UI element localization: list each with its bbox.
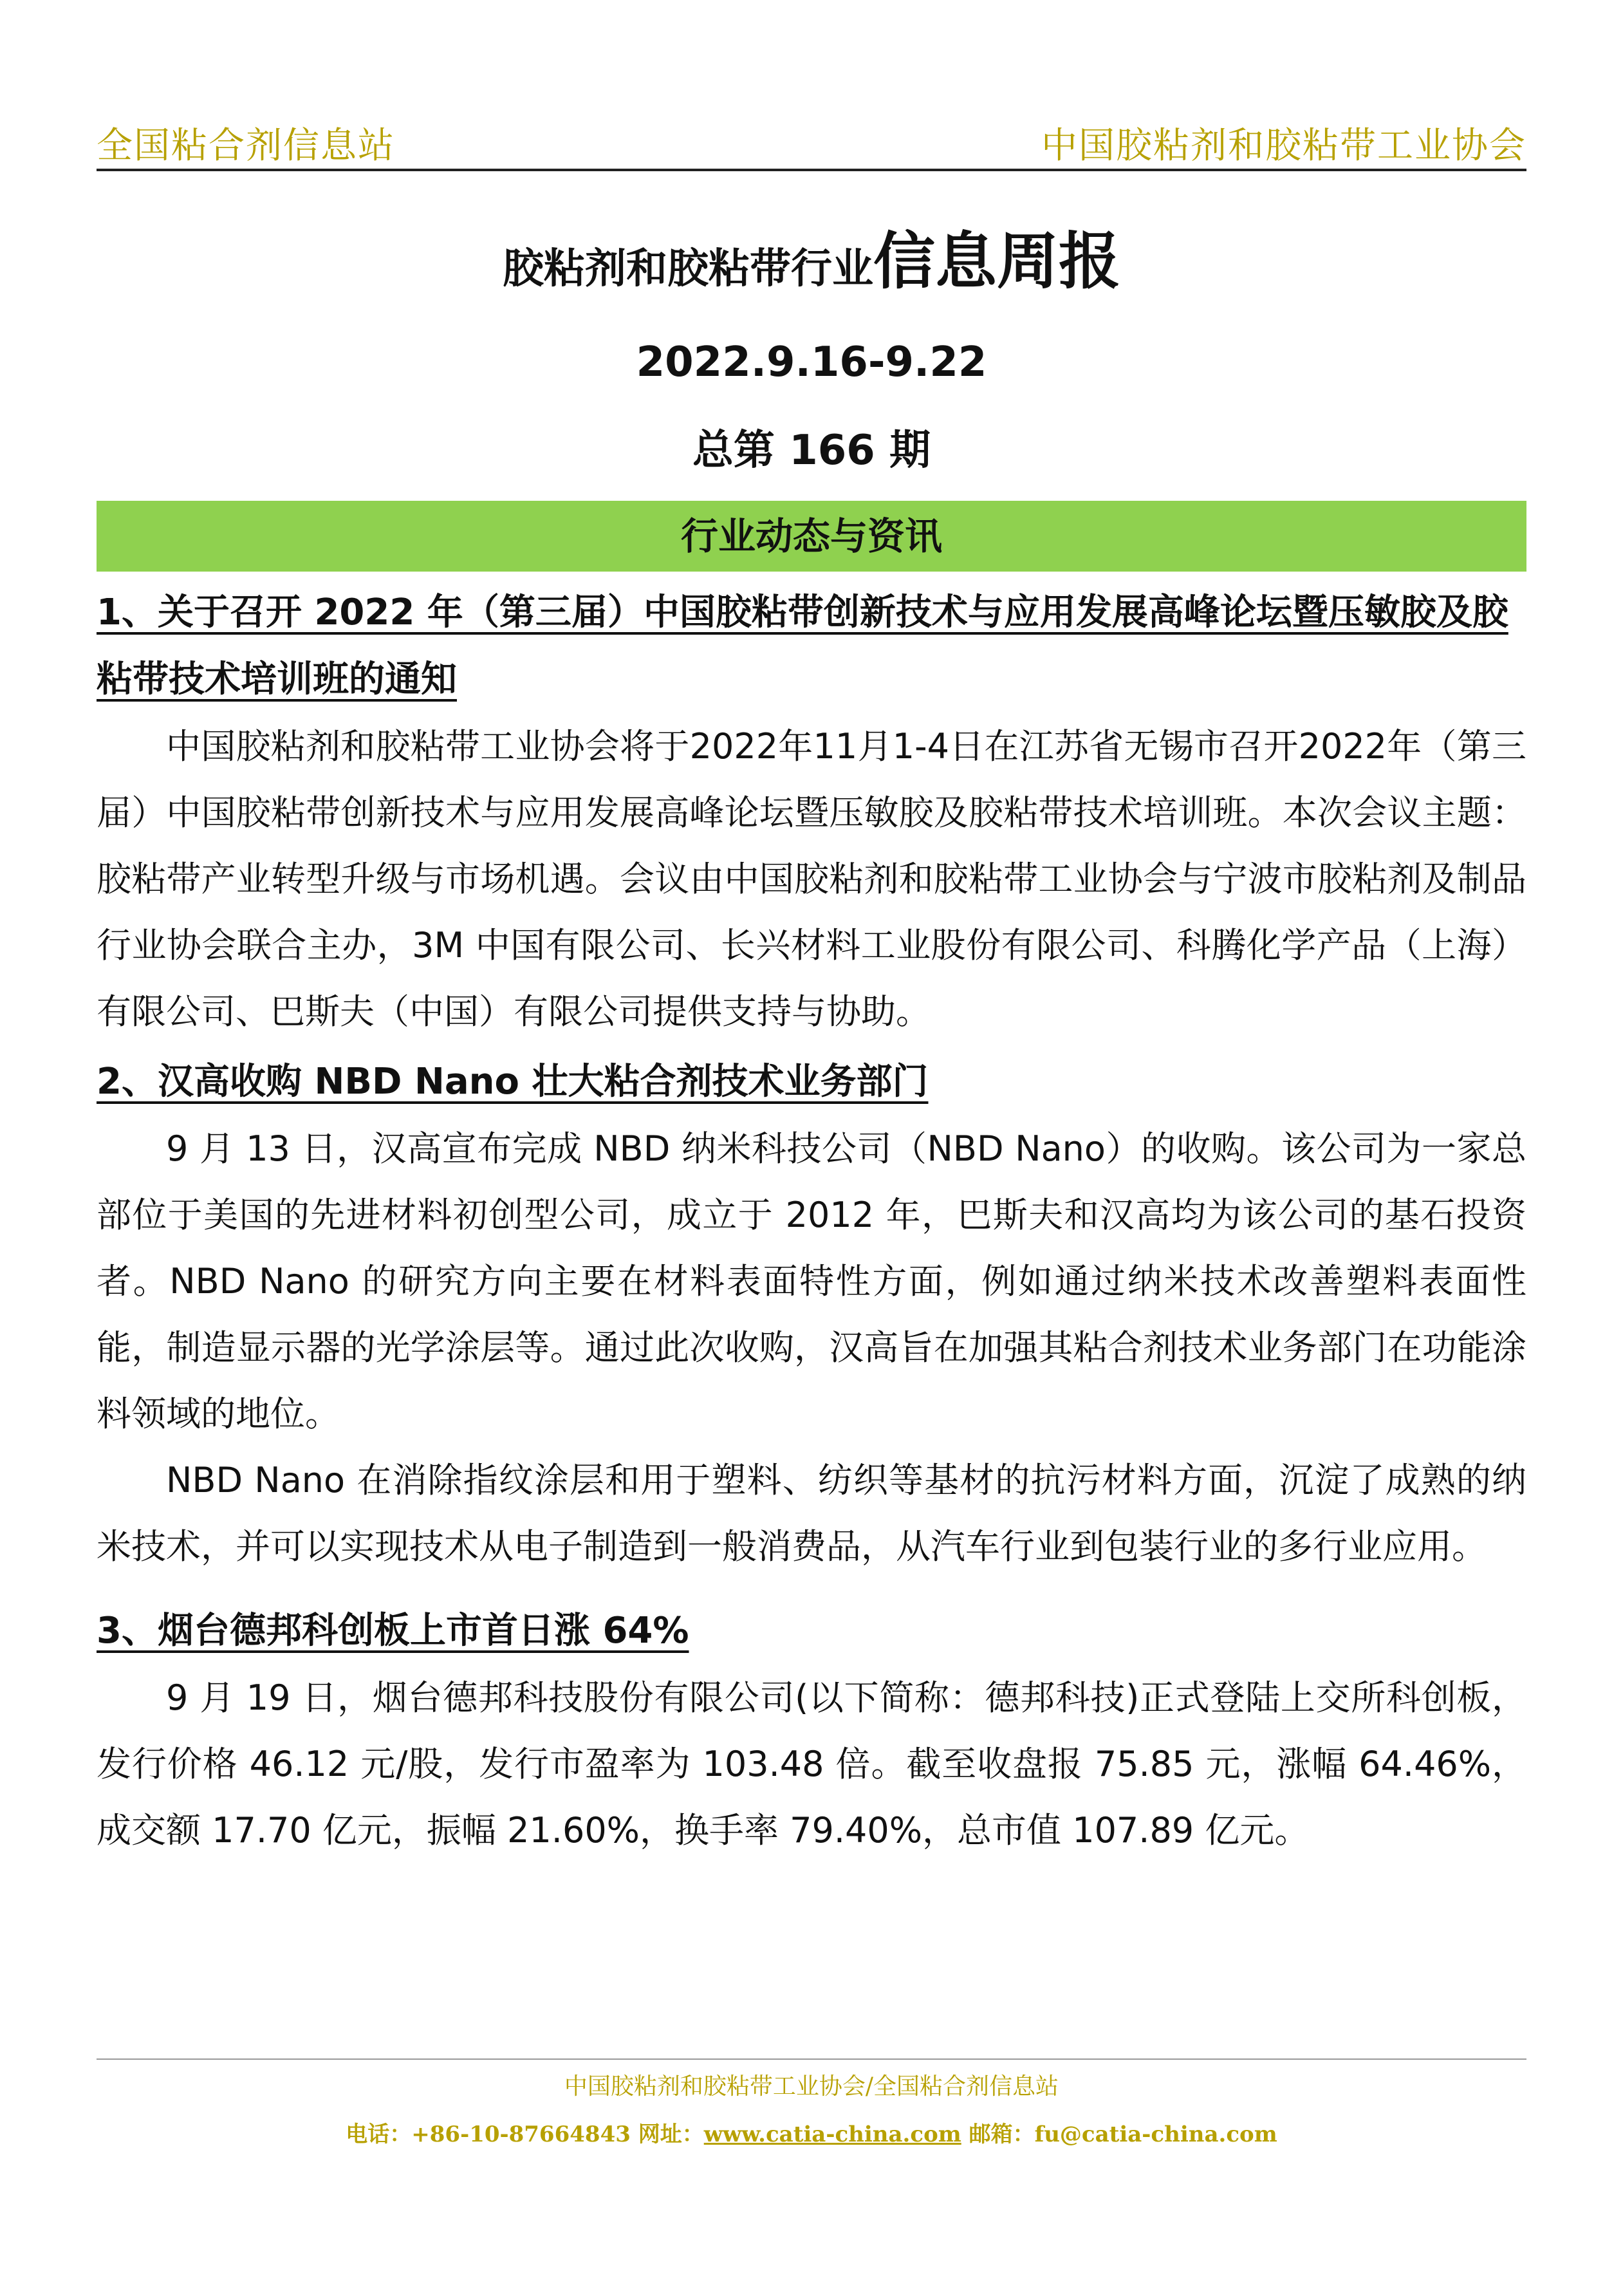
website-link[interactable]: www.catia-china.com [703, 2122, 961, 2147]
report-title-emphasis: 信息周报 [873, 225, 1120, 297]
email-address[interactable]: fu@catia-china.com [1034, 2122, 1277, 2147]
phone-label: 电话： [346, 2122, 412, 2147]
article-paragraph: NBD Nano 在消除指纹涂层和用于塑料、纺织等基材的抗污材料方面，沉淀了成熟的纳米技术，并可以实现技术从电子制造到一般消费品，从汽车行业到包装行业的多行业应用。 [97, 1460, 1526, 1567]
articles-container [97, 579, 1526, 1863]
section-heading-bar: 行业动态与资讯 [97, 501, 1526, 572]
article-paragraph: 中国胶粘剂和胶粘带工业协会将于2022年11月1-4日在江苏省无锡市召开2022年（第三届）中国胶粘带创新技术与应用发展高峰论坛暨压敏胶及胶粘带技术培训班。本次会议主题：胶粘带产业转型升级与市场机遇。会议由中国胶粘剂和胶粘带工业协会与宁波市胶粘剂及制品行业协会联合主办，3M 中国有限公司、长兴材料工业股份有限公司、科腾化学产品（上海）有限公司、巴斯夫（中国）有限公司提供支持与协助。 [97, 726, 1526, 1032]
header-site-name: 全国粘合剂信息站 [97, 125, 395, 167]
website-label: 网址： [630, 2122, 704, 2147]
article-title: 1、关于召开 2022 年（第三届）中国胶粘带创新技术与应用发展高峰论坛暨压敏胶及胶粘带技术培训班的通知 [97, 592, 1508, 700]
article [97, 1049, 1526, 1580]
footer-organization: 中国胶粘剂和胶粘带工业协会/全国粘合剂信息站 [564, 2073, 1059, 2100]
article [97, 579, 1526, 1045]
article-paragraph: 9 月 19 日，烟台德邦科技股份有限公司(以下简称：德邦科技)正式登陆上交所科创板，发行价格 46.12 元/股，发行市盈率为 103.48 倍。截至收盘报 75.85 元，涨幅 64.46%，成交额 17.70 亿元，振幅 21.60%，换手率 79.40%，总市值 107.89 亿元。 [97, 1677, 1526, 1851]
footer-divider [97, 2058, 1526, 2060]
article-title: 3、烟台德邦科创板上市首日涨 64% [97, 1610, 689, 1652]
header-association-name: 中国胶粘剂和胶粘带工业协会 [1041, 125, 1526, 167]
report-title-prefix: 胶粘剂和胶粘带行业 [503, 245, 873, 293]
report-date-range: 2022.9.16-9.22 [636, 339, 987, 386]
article-paragraph: 9 月 13 日，汉高宣布完成 NBD 纳米科技公司（NBD Nano）的收购。该公司为一家总部位于美国的先进材料初创型公司，成立于 2012 年，巴斯夫和汉高均为该公司的基石投资者。NBD Nano 的研究方向主要在材料表面特性方面，例如通过纳米技术改善塑料表面性能，制造显示器的光学涂层等。通过此次收购，汉高旨在加强其粘合剂技术业务部门在功能涂料领域的地位。 [97, 1128, 1526, 1434]
report-issue-number: 总第 166 期 [692, 427, 931, 474]
article-title: 2、汉高收购 NBD Nano 壮大粘合剂技术业务部门 [97, 1061, 929, 1103]
report-title [0, 212, 1623, 301]
article [97, 1598, 1526, 1863]
footer-contact-line [0, 2116, 1623, 2148]
phone-number: +86-10-87664843 [411, 2122, 631, 2147]
email-label: 邮箱： [961, 2122, 1035, 2147]
header-divider [97, 169, 1526, 171]
